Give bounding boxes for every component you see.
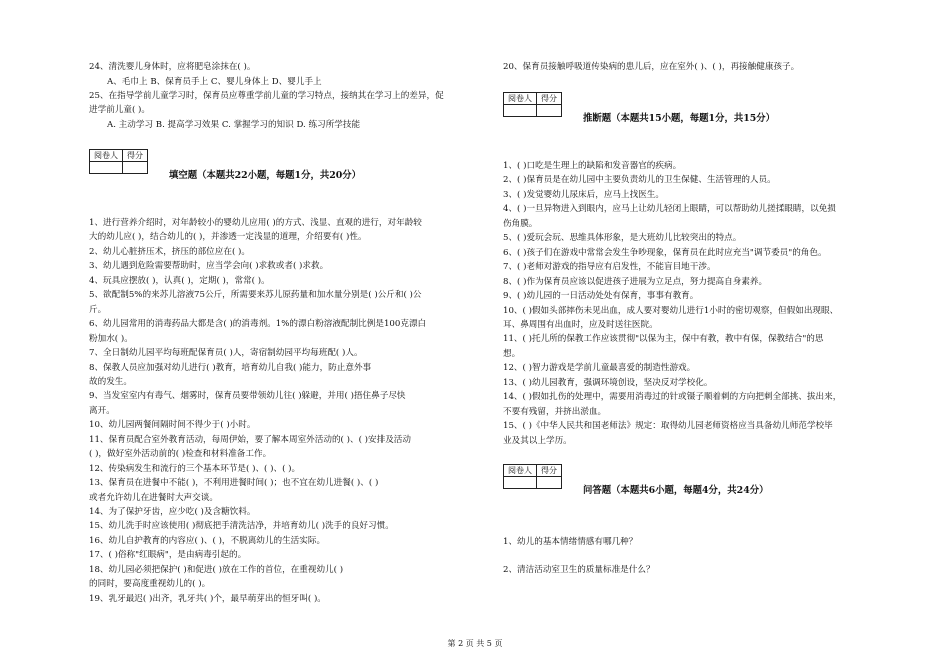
fill-question-line: 12、传染病发生和流行的三个基本环节是( )、( )、( )。 [89, 463, 301, 474]
fill-question-line: 19、乳牙最迟( )出齐，乳牙共( )个，最早萌芽出的恒牙叫( )。 [89, 593, 326, 604]
fill-question-line: 5、欲配制5%的来苏儿溶液75公斤，所需要来苏儿原药量和加水量分别是( )公斤和( )公 [89, 290, 422, 301]
judge-section-title: 推断题（本题共15小题，每题1分，共15分） [583, 113, 775, 124]
q25-text-cont: 进学前儿童( )。 [89, 105, 150, 115]
reviewer-label: 阅卷人 [504, 93, 537, 105]
judge-question-line: 3、( )发觉婴幼儿尿床后，应马上找医生。 [503, 189, 664, 200]
fill-question-line: 15、幼儿洗手时应该使用( )彻底把手清洗洁净，并培育幼儿( )洗手的良好习惯。 [89, 521, 394, 532]
reviewer-cell [90, 162, 123, 174]
fill-question-line: 故的发生。 [89, 376, 132, 387]
fill-question-line: 9、当发室室内有毒气、烟雾时，保育员要带领幼儿往( )躲避，并用( )捂住鼻子尽快 [89, 391, 406, 402]
reviewer-cell [504, 105, 537, 117]
judge-question-line: 伤角膜。 [503, 218, 538, 229]
fill-question-line: 13、保育员在进餐中不能( )，不利用进餐时间( )；也不宜在幼儿进餐( )、( ) [89, 478, 379, 489]
fill-question-line: 16、幼儿自护教育的内容应( )、( )，不脱离幼儿的生活实际。 [89, 535, 326, 546]
judge-question-line: 12、( )智力游戏是学前儿童最喜爱的制造性游戏。 [503, 363, 696, 374]
judge-question-line: 4、( )一旦异物进入到眼内，应马上让幼儿轻闭上眼睛，可以帮助幼儿搓揉眼睛，以免损 [503, 204, 836, 215]
score-cell [123, 162, 148, 174]
judge-question-line: 10、( )假如头部摔伤未见出血，成人要对婴幼儿进行1小时的密切观察，但假如出现眼、 [503, 305, 839, 316]
fill-question-line: 离开。 [89, 405, 115, 416]
q25-text: 25、在指导学前儿童学习时，保育员应尊重学前儿童的学习特点，接纳其在学习上的差异，促 [89, 91, 444, 101]
judge-question-line: 业及其以上学历。 [503, 435, 572, 446]
reviewer-cell [504, 477, 537, 489]
fill-question-line: 18、幼儿园必须把保护( )和促进( )放在工作的首位，在重视幼儿( ) [89, 564, 344, 575]
q25-options: A. 主动学习 B. 提高学习效果 C. 掌握学习的知识 D. 练习所学技能 [107, 120, 361, 130]
fill-question-line: 17、( )俗称"红眼病"，是由病毒引起的。 [89, 550, 247, 561]
fill-section-title: 填空题（本题共22小题，每题1分，共20分） [169, 170, 361, 181]
q24-options: A、毛巾上 B、保育员手上 C、婴儿身体上 D、婴儿手上 [107, 77, 322, 87]
fill-question-line: 7、全日制幼儿园平均每班配保育员( )人，寄宿制幼园平均每班配( )人。 [89, 348, 363, 359]
judge-question-line: 想。 [503, 348, 521, 359]
fill-question-line: 8、保教人员应加强对幼儿进行( )教育，培育幼儿自我( )能力，防止意外事 [89, 362, 372, 373]
fill-question-line: 6、幼儿园常用的消毒药品大都是含( )的消毒剂。1%的漂白粉溶液配制比例是100克漂白 [89, 319, 427, 330]
judge-question-line: 耳、鼻周围有出血时，应及时送往医院。 [503, 319, 658, 330]
score-label: 得分 [537, 93, 562, 105]
judge-question-line: 9、( )幼儿园的一日活动处处有保育，事事有教育。 [503, 291, 699, 302]
judge-question-line: 13、( )幼儿园教育，强调环境创设，坚决反对学校化。 [503, 377, 713, 388]
judge-question-line: 15、( )《中华人民共和国老师法》规定：取得幼儿园老师资格应当具备幼儿师范学校毕 [503, 421, 833, 432]
fill-question-line: 11、保育员配合室外教育活动，每周伊始，要了解本周室外活动的( )、( )安排及活动 [89, 434, 411, 445]
fill-question-line: 大的幼儿应( )，结合幼儿的( )，并渗透一定浅显的道理，介绍要有( )性。 [89, 232, 367, 243]
score-table-judge [503, 92, 562, 117]
score-table-qa [503, 464, 562, 489]
fill-question-line: 3、幼儿遇到危险需要帮助时，应当学会向( )求救或者( )求救。 [89, 261, 329, 272]
q24-text: 24、清洗婴儿身体时，应将肥皂涂抹在( )。 [89, 62, 256, 72]
reviewer-label: 阅卷人 [504, 465, 537, 477]
qa-section-title: 问答题（本题共6小题，每题4分，共24分） [583, 485, 769, 496]
judge-question-line: 1、( )口吃是生理上的缺陷和发音器官的疾病。 [503, 161, 682, 171]
judge-question-line: 5、( )爱玩会玩、思维具体形象，是大班幼儿比较突出的特点。 [503, 233, 742, 244]
fill-question-line: 或者允许幼儿在进餐时大声交谈。 [89, 492, 218, 503]
page-footer: 第 2 页 共 5 页 [447, 639, 503, 648]
fill-question-line: 2、幼儿心脏挤压术，挤压的部位应在( )。 [89, 246, 250, 257]
judge-question-line: 14、( )假如扎伤的处理中，需要用消毒过的针或镊子顺着刺的方向把刺全部挑、拔出来， [503, 392, 842, 403]
qa-question-2: 2、清洁活动室卫生的质量标准是什么？ [503, 565, 655, 575]
score-cell [537, 105, 562, 117]
fill-question-line: 的同时，要高度重视幼儿的( )。 [89, 579, 211, 590]
fill-question-line: 1、进行营养介绍时，对年龄较小的婴幼儿应用( )的方式、浅显、直观的进行，对年龄较 [89, 218, 422, 228]
fill-question-line: ( )，做好室外活动前的( )检查和材料准备工作。 [89, 449, 272, 460]
judge-question-line: 不要有残留，并挤出淤血。 [503, 406, 607, 417]
score-cell [537, 477, 562, 489]
qa-question-1: 1、幼儿的基本情绪情感有哪几种？ [503, 537, 638, 547]
fill-question-line: 14、为了保护牙齿，应少吃( )及含糖饮料。 [89, 507, 256, 517]
score-label: 得分 [123, 150, 148, 162]
judge-question-line: 11、( )托儿所的保教工作应该贯彻"以保为主，保中有教，教中有保，保教结合"的思 [503, 334, 824, 345]
score-label: 得分 [537, 465, 562, 477]
judge-question-line: 6、( )孩子们在游戏中常常会发生争吵现象，保育员在此时应充当"调节委员"的角色。 [503, 247, 827, 258]
fill-question-line: 斤。 [89, 304, 107, 315]
reviewer-label: 阅卷人 [90, 150, 123, 162]
judge-question-line: 8、( )作为保育员应该以促进孩子进展为立足点，努力提高自身素养。 [503, 276, 768, 287]
q20-text: 20、保育员接触呼吸道传染病的患儿后，应在室外( )、( )，再接触健康孩子。 [503, 62, 800, 72]
fill-question-line: 4、玩具应摆放( )，认真( )，定期( )，常常( )。 [89, 275, 270, 286]
judge-question-line: 2、( )保育员是在幼儿园中主要负责幼儿的卫生保健、生活管理的人员。 [503, 175, 776, 186]
score-table-fill [89, 149, 148, 174]
fill-question-line: 粉加水( )。 [89, 333, 133, 344]
fill-question-line: 10、幼儿园两餐间隔时间不得少于( )小时。 [89, 420, 256, 431]
judge-question-line: 7、( )老师对游戏的指导应有启发性，不能盲目地干涉。 [503, 262, 716, 273]
